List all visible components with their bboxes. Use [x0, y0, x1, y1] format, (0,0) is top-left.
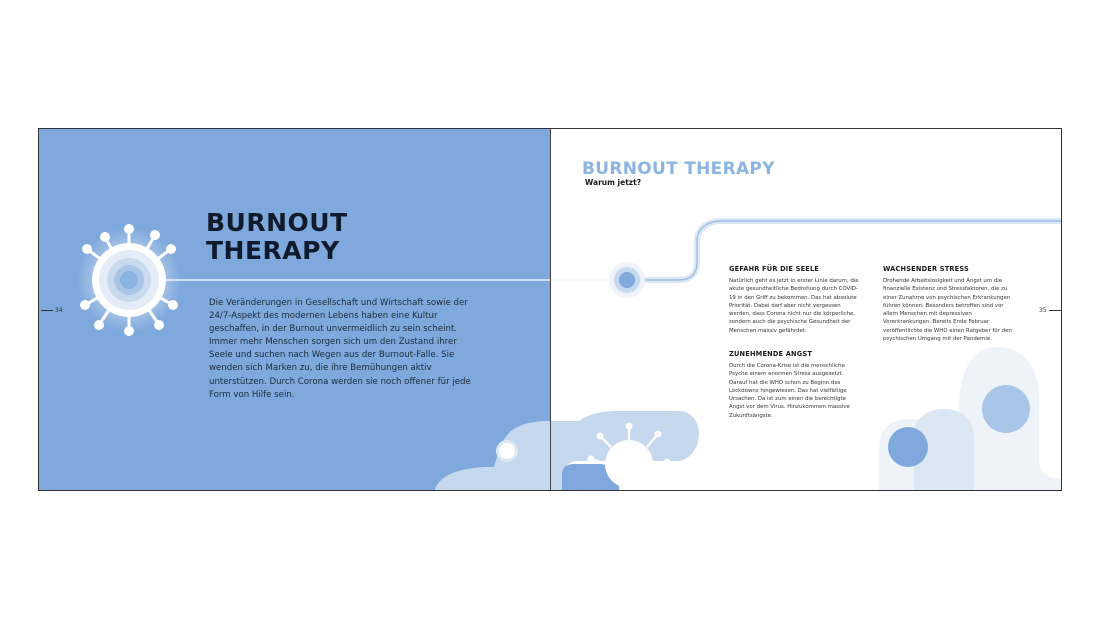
- virus-icon: [77, 224, 181, 336]
- section-body: Drohende Arbeitslosigkeit und Angst um die finanzielle Existenz und Stressfaktoren, die zu einer Zunahme von psychischen Erkrankungen führen können. Besonders betroffen sind vor allem Menschen mit depressiven Vorerkrankungen. Bereits Ende Februar veröffentlichte die WHO einen Ratgeber für den psychischen Umgang mit der Pandemie.: [883, 278, 1012, 343]
- brochure-spread: [38, 128, 1062, 491]
- section-heading: GEFAHR FÜR DIE SEELE: [729, 265, 820, 273]
- title-line: THERAPY: [206, 236, 340, 265]
- section-body: Durch die Corona-Krise ist die menschliche Psyche einem enormen Stress ausgesetzt. Darauf hat die WHO schon zu Beginn des Lockdowns hingewiesen. Das hat vielfältige Ursachen. Da ist zum einen die berechtigte Angst vor dem Virus. Hinzukommen massive Zukunftsängste.: [729, 363, 850, 419]
- page-gutter: [550, 129, 551, 491]
- node-marker-icon: [609, 262, 645, 298]
- blob-shape: [434, 421, 551, 491]
- page-number-left: 34: [55, 307, 63, 314]
- title-line: BURNOUT: [206, 208, 348, 237]
- page-number-rule: [41, 310, 53, 311]
- page-number-rule: [1049, 310, 1061, 311]
- white-dot: [499, 443, 515, 459]
- section-heading: WACHSENDER STRESS: [883, 265, 969, 273]
- text-section: [883, 265, 1013, 343]
- blue-dot: [888, 427, 928, 467]
- text-section: [729, 265, 859, 335]
- spread-title: [206, 209, 348, 265]
- section-title: BURNOUT THERAPY: [582, 159, 775, 179]
- section-subtitle: Warum jetzt?: [585, 178, 642, 187]
- section-body: Natürlich geht es jetzt in erster Linie darum, die akute gesundheitliche Bedrohung durch COVID-19 in den Griff zu bekommen. Das hat absolute Priorität. Dabei darf aber nicht vergessen werden, dass Corona nicht nur die körperliche, sondern auch die psychische Gesundheit der Menschen massiv gefährdet.: [729, 278, 859, 334]
- section-heading: ZUNEHMENDE ANGST: [729, 350, 813, 358]
- intro-paragraph: Die Veränderungen in Gesellschaft und Wirtschaft sowie der 24/7-Aspekt des modernen Lebens haben eine Kultur geschaffen, in der Burnout unvermeidlich zu sein scheint. Immer mehr Menschen sorgen sich um den Zustand ihrer Seele und suchen nach Wegen aus der Burnout-Falle. Sie wenden sich Marken zu, die ihre Bemühungen aktiv unterstützen. Durch Corona werden sie noch offener für jede Form von Hilfe sein.: [209, 298, 471, 400]
- page-number-right: 35: [1039, 307, 1047, 314]
- blue-dot: [982, 385, 1030, 433]
- text-section: [729, 350, 859, 420]
